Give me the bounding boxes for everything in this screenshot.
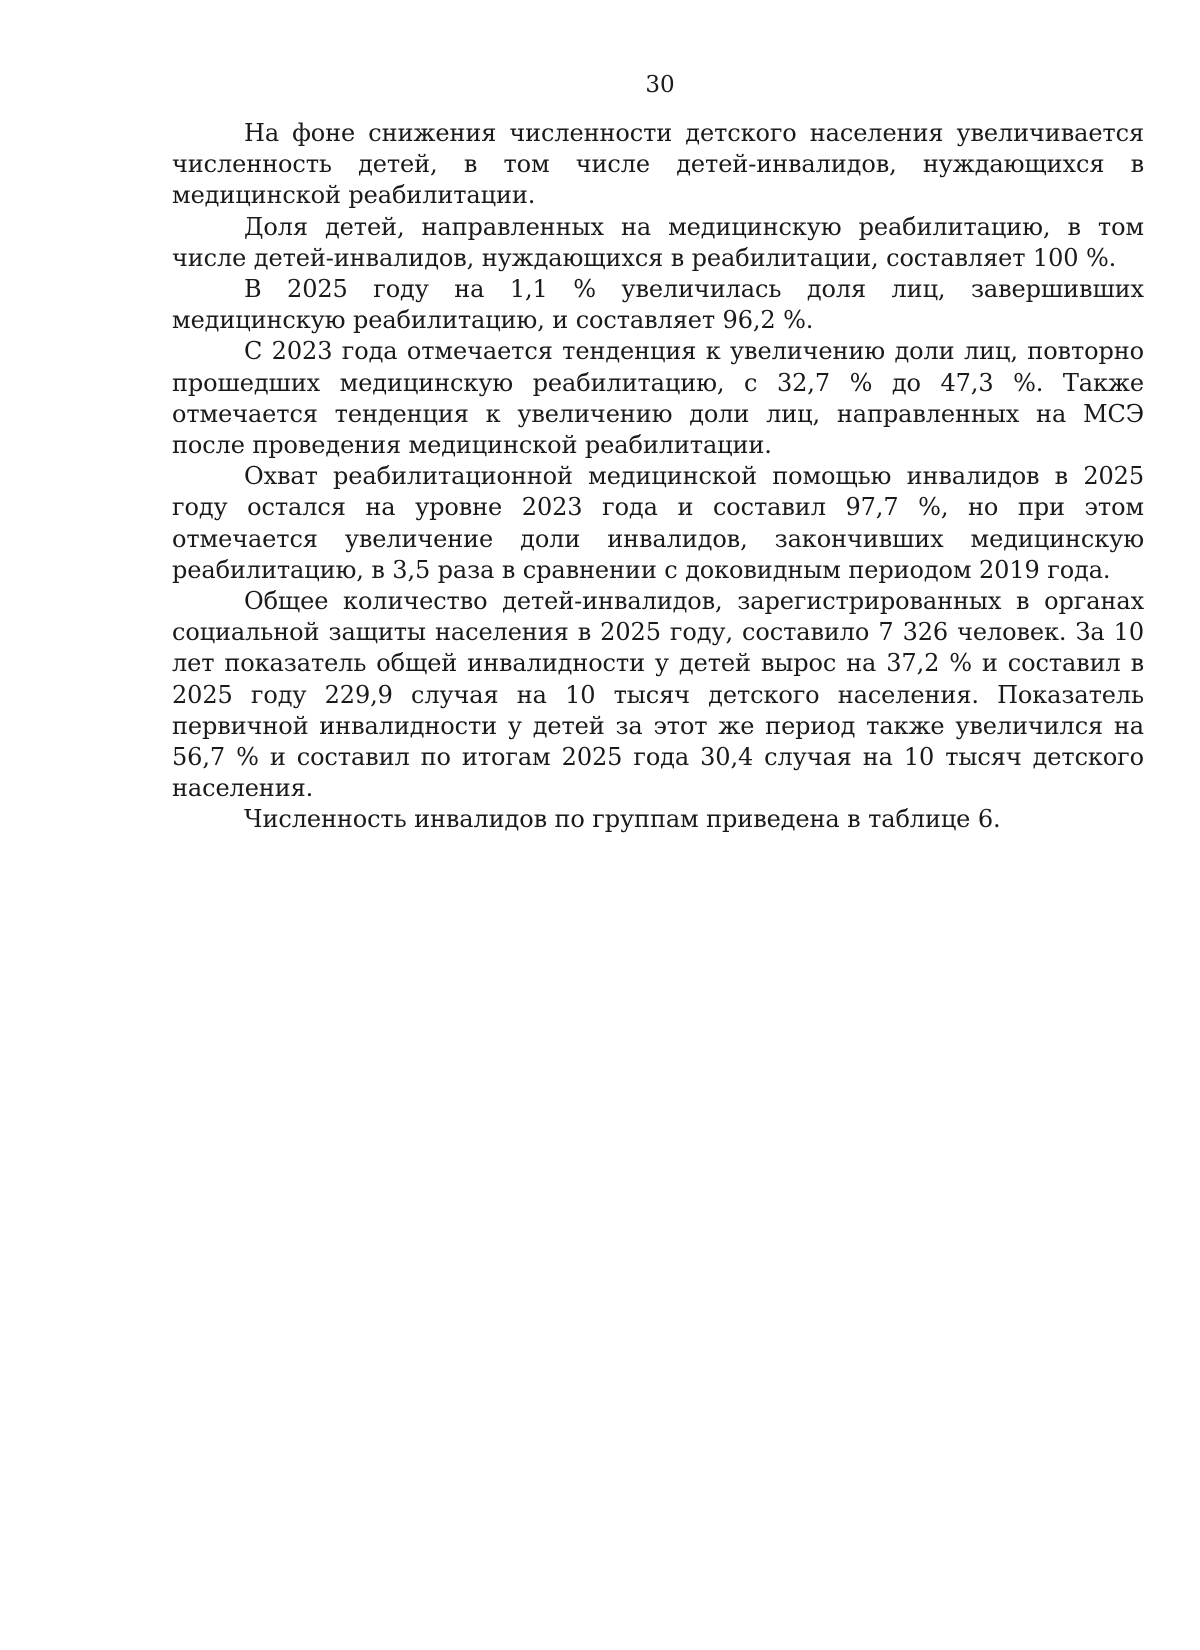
- paragraph-7: Численность инвалидов по группам приведена в таблице 6.: [244, 805, 1001, 834]
- paragraph-2: Доля детей, направленных на медицинскую реабилитацию, в том числе детей-инвалидов, нуждающихся в реабилитации, составляет 100 %.: [172, 212, 1144, 272]
- body-text: [172, 118, 1144, 836]
- page-number-text: 30: [645, 72, 675, 98]
- page-number: [0, 72, 1200, 98]
- paragraph-1: На фоне снижения численности детского населения увеличивается численность детей, в том числе детей-инвалидов, нуждающихся в медицинской реабилитации.: [172, 119, 1144, 210]
- paragraph-6: Общее количество детей-инвалидов, зарегистрированных в органах социальной защиты населения в 2025 году, составило 7 326 человек. За 10 лет показатель общей инвалидности у детей вырос на 37,2 % и составил в 2025 году 229,9 случая на 10 тысяч детского населения. Показатель первичной инвалидности у детей за этот же период также увеличился на 56,7 % и составил по итогам 2025 года 30,4 случая на 10 тысяч детского населения.: [172, 587, 1144, 803]
- paragraph-4: С 2023 года отмечается тенденция к увеличению доли лиц, повторно прошедших медицинскую реабилитацию, с 32,7 % до 47,3 %. Также отмечается тенденция к увеличению доли лиц, направленных на МСЭ после проведения медицинской реабилитации.: [172, 337, 1144, 460]
- paragraph-3: В 2025 году на 1,1 % увеличилась доля лиц, завершивших медицинскую реабилитацию, и составляет 96,2 %.: [172, 275, 1144, 335]
- paragraph-5: Охват реабилитационной медицинской помощью инвалидов в 2025 году остался на уровне 2023 года и составил 97,7 %, но при этом отмечается увеличение доли инвалидов, закончивших медицинскую реабилитацию, в 3,5 раза в сравнении с доковидным периодом 2019 года.: [172, 462, 1144, 584]
